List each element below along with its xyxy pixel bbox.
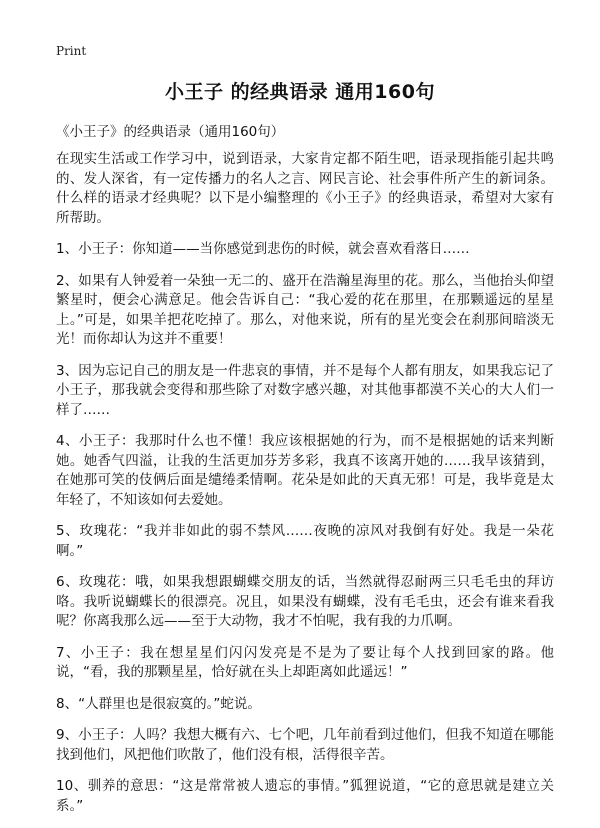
document-title: 小王子 的经典语录 通用160句 (165, 81, 435, 103)
document-subtitle: 《小王子》的经典语录（通用160句） (56, 124, 285, 140)
quote-8: 8、“人群里也是很寂寞的。”蛇说。 (56, 695, 261, 712)
print-link[interactable]: Print (56, 44, 87, 58)
quote-2: 2、如果有人钟爱着一朵独一无二的、盛开在浩瀚星海里的花。那么，当他抬头仰望繁星时，便会心满意足。他会告诉自己：“我心爱的花在那里，在那颗遥远的星星上。”可是，如果羊把花吃掉了。那么，对他来说，所有的星光变会在刹那间暗淡无光！而你却认为这并不重要！ (56, 272, 554, 347)
quote-3: 3、因为忘记自己的朋友是一件悲哀的事情，并不是每个人都有朋友，如果我忘记了小王子，那我就会变得和那些除了对数字感兴趣，对其他事都漠不关心的大人们一样了…… (56, 362, 554, 418)
quote-7: 7、小王子：我在想星星们闪闪发亮是不是为了要让每个人找到回家的路。他说，“看，我的那颗星星，恰好就在头上却距离如此遥远！” (56, 644, 554, 680)
quote-4: 4、小王子：我那时什么也不懂！我应该根据她的行为，而不是根据她的话来判断她。她香气四溢，让我的生活更加芬芳多彩，我真不该离开她的……我早该猜到，在她那可笑的伎俩后面是缱绻柔情啊。花朵是如此的天真无邪！可是，我毕竟是太年轻了，不知该如何去爱她。 (56, 433, 554, 508)
quote-9: 9、小王子：人吗？我想大概有六、七个吧，几年前看到过他们，但我不知道在哪能找到他们，风把他们吹散了，他们没有根，活得很辛苦。 (56, 727, 554, 763)
quote-6: 6、玫瑰花：哦，如果我想跟蝴蝶交朋友的话，当然就得忍耐两三只毛毛虫的拜访咯。我听说蝴蝶长的很漂亮。况且，如果没有蝴蝶，没有毛毛虫，还会有谁来看我呢？你离我那么远——至于大动物，我才不怕呢，我有我的力爪啊。 (56, 574, 554, 629)
quote-1: 1、小王子：你知道——当你感觉到悲伤的时候，就会喜欢看落日…… (56, 241, 470, 257)
quote-10: 10、驯养的意思：“这是常常被人遗忘的事情。”狐狸说道，“它的意思就是建立关系。” (56, 778, 554, 814)
article-body (56, 150, 554, 828)
quote-5: 5、玫瑰花：“我并非如此的弱不禁风……夜晚的凉风对我倒有好处。我是一朵花啊。” (56, 523, 554, 559)
intro-paragraph: 在现实生活或工作学习中，说到语录，大家肯定都不陌生吧，语录现指能引起共鸣的、发人深省，有一定传播力的名人之言、网民言论、社会事件所产生的新词条。什么样的语录才经典呢？以下是小编整理的《小王子》的经典语录，希望对大家有所帮助。 (56, 151, 554, 226)
